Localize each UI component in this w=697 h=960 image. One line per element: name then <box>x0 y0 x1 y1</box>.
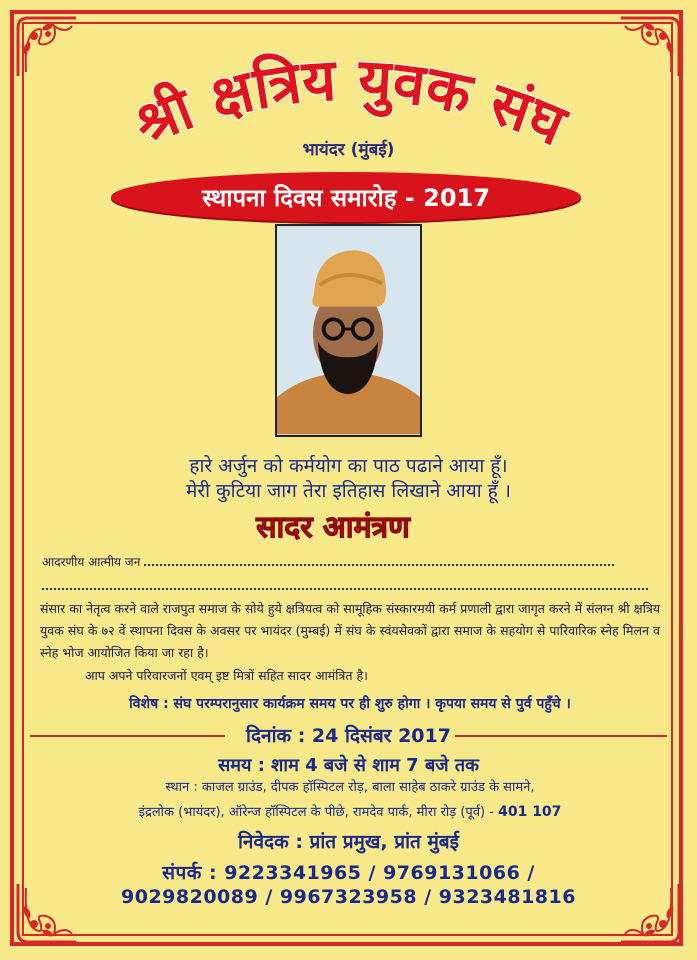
invitation-body: संसार का नेतृत्व करने वाले राजपुत समाज के सोये हुये क्षत्रियत्व को सामूहिक संस्कारमयी कर्म प्रणाली द्वारा जागृत करने में संलग्न श्री क्षत्रिय युवक संघ के ७२ वें स्थापना दिवस के अवसर पर भायंदर (मुम्बई) में संघ के स्वंयसेवकों द्वारा समाज के सहयोग से पारिवारिक स्नेह मिलन व स्नेह भोज आयोजित किया जा रहा है। <box>40 601 660 660</box>
venue-line-2-text: इंद्रलोक (भायंदर), ऑरेन्ज हॉस्पिटल के पीछे, रामदेव पार्क, मीरा रोड़ (पूर्व) - <box>138 805 494 820</box>
salutation-text: आदरणीय आत्मीय जन <box>42 555 141 569</box>
title-text: श्री क्षत्रिय युवक संघ <box>125 45 576 159</box>
invitation-heading <box>213 506 453 546</box>
venue-line-1: स्थान : काजल ग्राउंड, दीपक हॉस्पिटल रोड़, बाला साहेब ठाकरे ग्राउंड के सामने, <box>165 780 535 795</box>
portrait-image <box>275 224 422 437</box>
event-banner: स्थापना दिवस समारोह - 2017 <box>111 172 581 222</box>
fill-in-dots <box>144 554 614 566</box>
organizer: निवेदक : प्रांत प्रमुख, प्रांत मुंबई <box>238 831 459 853</box>
location-subtitle: भायंदर (मुंबई) <box>302 140 395 160</box>
venue-pincode: 401 107 <box>498 804 562 820</box>
quote-line-1: हारे अर्जुन को कर्मयोग का पाठ पढाने आया हूँ। <box>189 455 508 477</box>
event-date: दिनांक : 24 दिसंबर 2017 <box>246 725 451 747</box>
salutation-line <box>42 553 652 570</box>
special-note: विशेष : संघ परम्परानुसार कार्यक्रम समय पर ही शुरु होगा । कृपया समय से पुर्व पहुँचे । <box>129 696 571 712</box>
contact-line-1: संपर्क : 9223341965 / 9769131066 / <box>162 862 535 884</box>
invitation-heading-text: सादर आमंत्रण <box>256 510 410 545</box>
quote-line-2: मेरी कुटिया जाग तेरा इतिहास लिखाने आया हूँ । <box>185 480 512 502</box>
event-time: समय : शाम 4 बजे से शाम 7 बजे तक <box>218 755 479 776</box>
venue-line-2 <box>40 800 660 825</box>
invite-line: आप अपने परिवारजनों एवम् इष्ट मित्रों सहित सादर आमंत्रित है। <box>85 668 368 683</box>
contact-line-2: 9029820089 / 9967323958 / 9323481816 <box>121 886 576 908</box>
fill-in-dots <box>42 588 648 590</box>
